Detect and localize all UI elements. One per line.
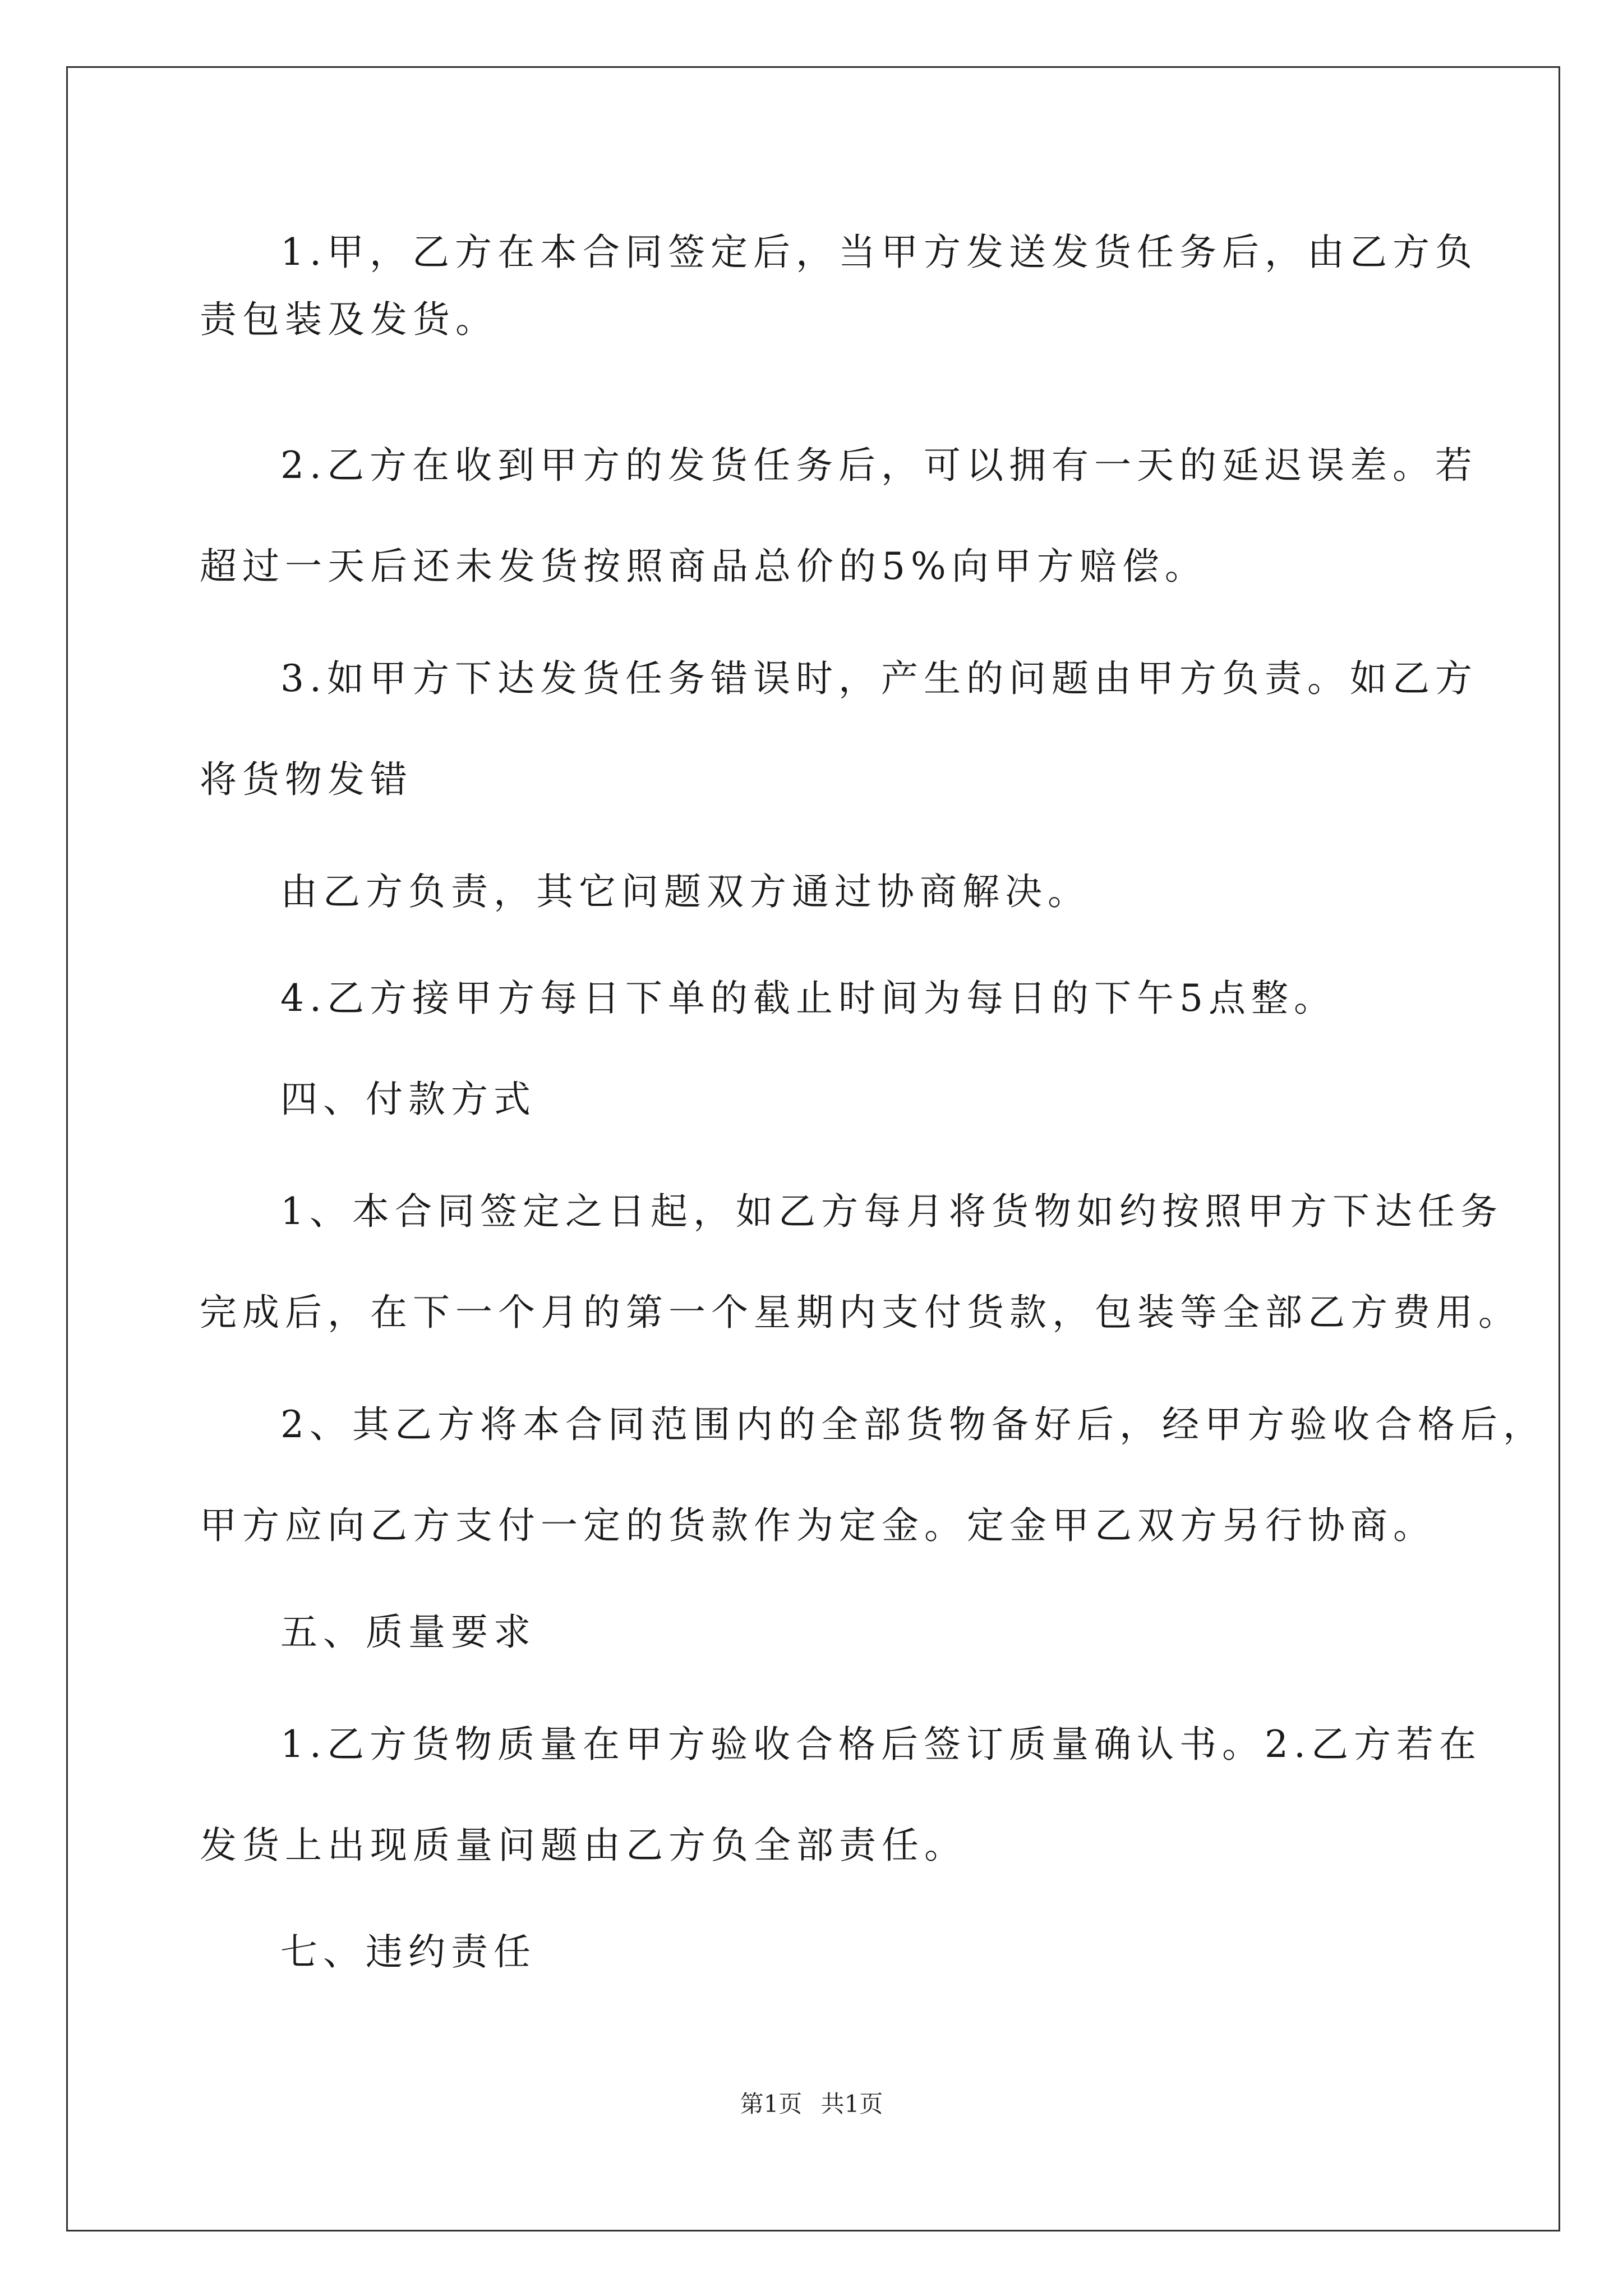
paragraph-line: 超过一天后还未发货按照商品总价的5%向甲方赔偿。 <box>200 545 1207 588</box>
section-heading: 七、违约责任 <box>280 1930 536 1973</box>
paragraph-line: 由乙方负责，其它问题双方通过协商解决。 <box>280 870 1090 913</box>
paragraph-line: 1.乙方货物质量在甲方验收合格后签订质量确认书。2.乙方若在 <box>280 1723 1482 1766</box>
paragraph-line: 1.甲，乙方在本合同签定后，当甲方发送发货任务后，由乙方负 <box>280 231 1478 274</box>
paragraph-line: 甲方应向乙方支付一定的货款作为定金。定金甲乙双方另行协商。 <box>200 1504 1436 1547</box>
paragraph-line: 1、本合同签定之日起，如乙方每月将货物如约按照甲方下达任务 <box>280 1190 1503 1233</box>
paragraph-line: 责包装及发货。 <box>200 298 498 341</box>
page-number-total: 共1页 <box>820 2090 883 2118</box>
section-heading: 四、付款方式 <box>280 1078 536 1121</box>
section-heading: 五、质量要求 <box>280 1611 536 1654</box>
paragraph-line: 2、其乙方将本合同范围内的全部货物备好后，经甲方验收合格后， <box>280 1403 1546 1446</box>
paragraph-line: 完成后，在下一个月的第一个星期内支付货款，包装等全部乙方费用。 <box>200 1291 1521 1334</box>
page-footer <box>0 2090 1623 2118</box>
paragraph-line: 发货上出现质量问题由乙方负全部责任。 <box>200 1824 967 1867</box>
paragraph-line: 将货物发错 <box>200 758 413 801</box>
page-number-current: 第1页 <box>740 2090 803 2118</box>
paragraph-line: 4.乙方接甲方每日下单的截止时间为每日的下午5点整。 <box>280 977 1336 1020</box>
paragraph-line: 2.乙方在收到甲方的发货任务后，可以拥有一天的延迟误差。若 <box>280 444 1478 487</box>
paragraph-line: 3.如甲方下达发货任务错误时，产生的问题由甲方负责。如乙方 <box>280 657 1478 700</box>
